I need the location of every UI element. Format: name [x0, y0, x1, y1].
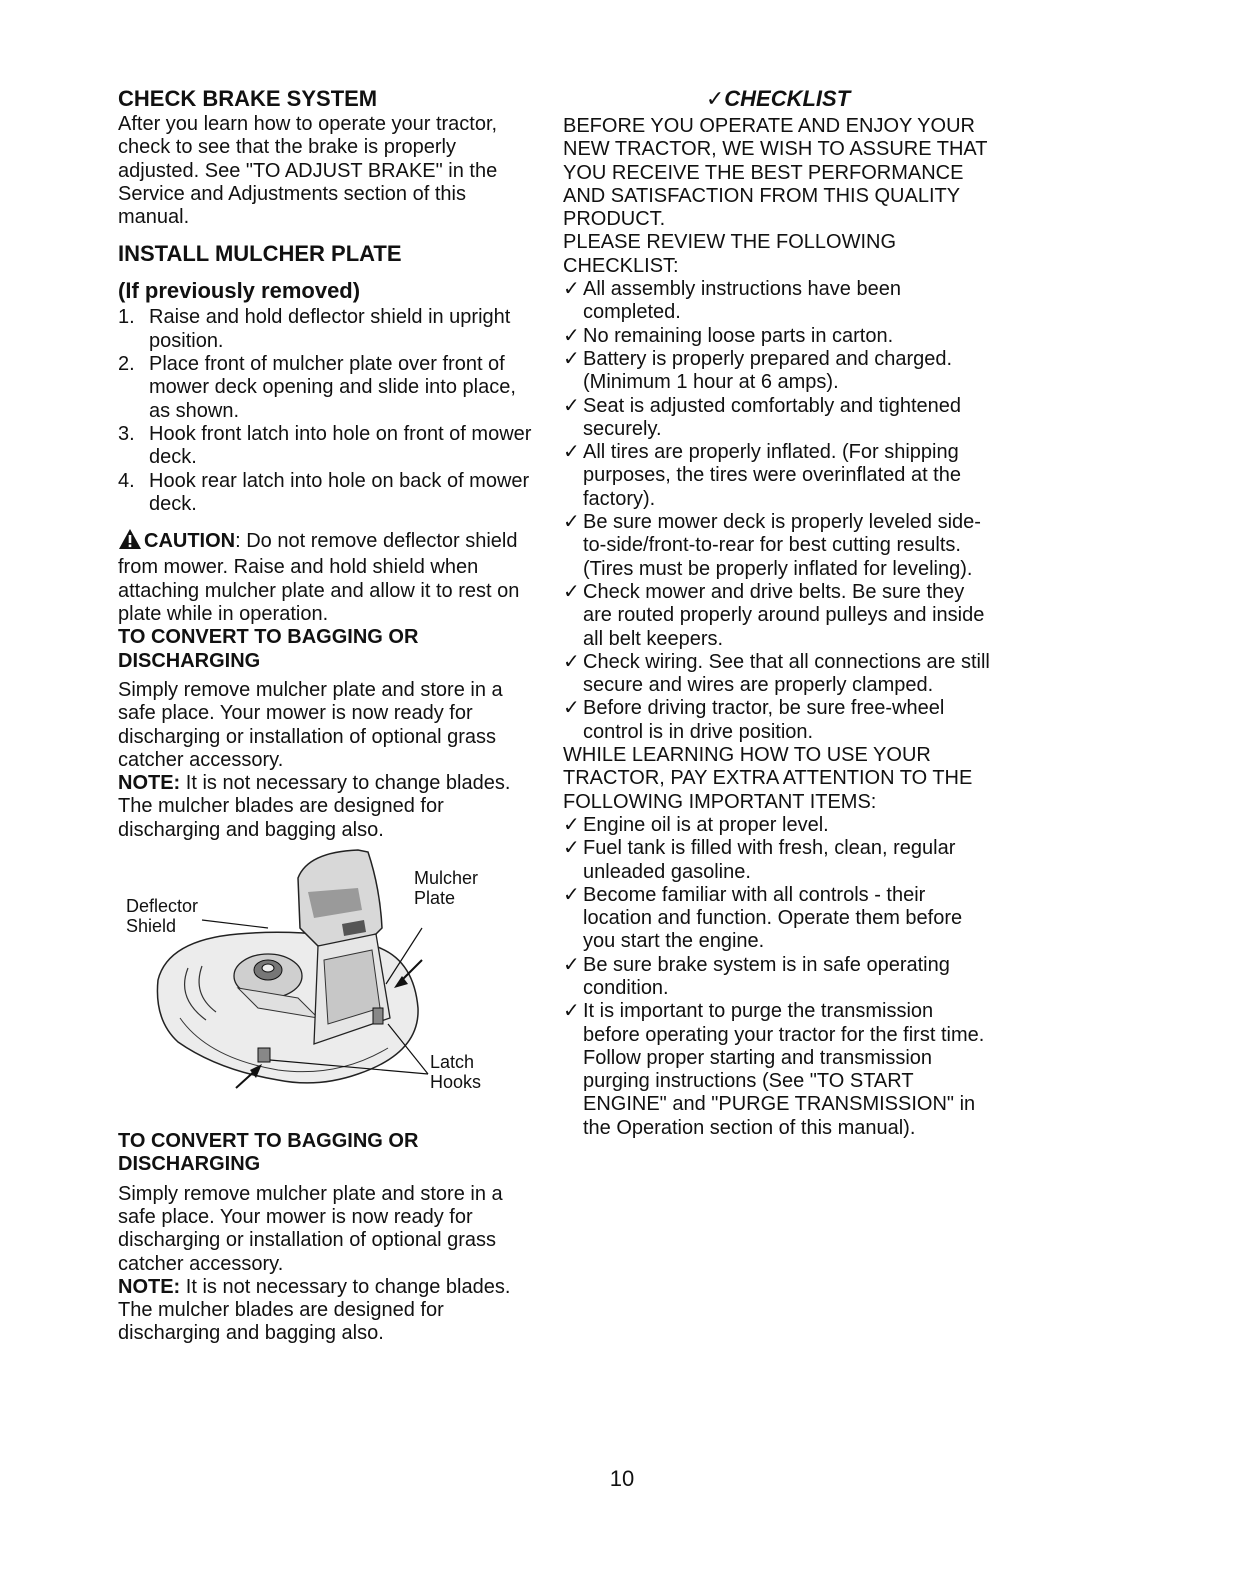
list-item: ✓ Check mower and drive belts. Be sure they are routed properly around pulleys and inside all belt keepers.	[563, 580, 985, 650]
latch-hooks-label: Latch Hooks	[430, 1052, 482, 1093]
brake-body: After you learn how to operate your tractor, check to see that the brake is properly adjusted. See "TO ADJUST BRAKE" in the Service and Adjustments section of this manual.	[118, 113, 498, 229]
list-item: 2. Place front of mulcher plate over front of mower deck opening and slide into place, as shown.	[118, 353, 516, 422]
convert-body-2: Simply remove mulcher plate and store in a safe place. Your mower is now ready for discharging or installation of optional grass catcher accessory.	[118, 1182, 503, 1275]
list-item: ✓ No remaining loose parts in carton.	[563, 324, 894, 347]
list-item: 3. Hook front latch into hole on front of mower deck.	[118, 422, 532, 469]
checkmark-icon: ✓	[563, 813, 580, 836]
list-item: ✓ Check wiring. See that all connections are still secure and wires are properly clamped.	[563, 650, 990, 697]
while-learning: WHILE LEARNING HOW TO USE YOUR TRACTOR, PAY EXTRA ATTENTION TO THE FOLLOWING IMPORTANT ITEMS:	[563, 744, 973, 813]
checklist-intro: BEFORE YOU OPERATE AND ENJOY YOUR NEW TRACTOR, WE WISH TO ASSURE THAT YOU RECEIVE THE BEST PERFORMANCE AND SATISFACTION FROM THIS QUALITY PRODUCT.	[563, 115, 988, 231]
mulcher-heading: INSTALL MULCHER PLATE	[118, 241, 402, 267]
brake-heading: CHECK BRAKE SYSTEM	[118, 86, 378, 111]
checkmark-icon: ✓	[563, 511, 580, 534]
checkmark-icon: ✓	[563, 953, 580, 976]
note-2	[118, 1276, 538, 1346]
mulcher-subheading: (If previously removed)	[118, 278, 361, 304]
checkmark-icon: ✓	[563, 883, 580, 906]
mulcher-plate-label: Mulcher Plate	[414, 868, 479, 909]
list-item: ✓ Before driving tractor, be sure free-wheel control is in drive position.	[563, 697, 945, 743]
page-number: 10	[609, 1466, 635, 1491]
list-item: ✓ It is important to purge the transmission before operating your tractor for the first time. Follow proper starting and transmission purging instructions (See "TO START ENGINE" and "PURGE TRANSMISSION" in the Operation section of this manual).	[563, 1000, 985, 1139]
deflector-shield-label: Deflector Shield	[126, 896, 199, 937]
caution-block	[118, 528, 538, 626]
checkmark-icon: ✓	[563, 1000, 580, 1023]
list-item: ✓ All tires are properly inflated. (For shipping purposes, the tires were overinflated at the factory).	[563, 441, 961, 510]
caution-text: : Do not remove deflector shield from mower. Raise and hold shield when attaching mulcher plate and allow it to rest on plate while in operation.	[118, 530, 520, 626]
checkmark-icon: ✓	[563, 347, 580, 370]
note-text: It is not necessary to change blades. The mulcher blades are designed for discharging and bagging also.	[118, 772, 511, 841]
checkmark-icon: ✓	[563, 441, 580, 464]
list-item: ✓ Engine oil is at proper level.	[563, 813, 829, 836]
mulcher-figure	[118, 848, 538, 1130]
list-item: ✓ Fuel tank is filled with fresh, clean, regular unleaded gasoline.	[563, 837, 956, 883]
note-label: NOTE:	[118, 1275, 181, 1298]
right-column	[563, 82, 993, 1140]
checklist-items-1	[563, 278, 993, 744]
note-text: It is not necessary to change blades. The mulcher blades are designed for discharging and bagging also.	[118, 1275, 511, 1345]
checkmark-icon: ✓	[563, 580, 580, 603]
checklist-title: ✓CHECKLIST	[705, 86, 851, 111]
left-column	[118, 82, 538, 1346]
convert-body-1: Simply remove mulcher plate and store in a safe place. Your mower is now ready for discharging or installation of optional grass catcher accessory.	[118, 678, 503, 771]
warning-triangle-icon	[118, 528, 142, 556]
list-item: ✓ Be sure mower deck is properly leveled side-to-side/front-to-rear for best cutting results. (Tires must be properly inflated for leveling).	[563, 511, 981, 580]
checkmark-icon: ✓	[563, 324, 580, 347]
list-item: ✓ Become familiar with all controls - their location and function. Operate them before you start the engine.	[563, 883, 963, 953]
list-item: 1. Raise and hold deflector shield in upright position.	[118, 306, 511, 352]
convert-heading-1: TO CONVERT TO BAGGING OR DISCHARGING	[118, 626, 419, 672]
mulcher-steps	[118, 306, 538, 516]
checkmark-icon: ✓	[563, 697, 580, 720]
note-label: NOTE:	[118, 772, 181, 795]
note-1	[118, 772, 538, 842]
checklist-items-2	[563, 814, 993, 1140]
checkmark-icon: ✓	[563, 650, 580, 673]
checkmark-icon: ✓	[563, 394, 580, 417]
convert-heading-2: TO CONVERT TO BAGGING OR DISCHARGING	[118, 1130, 419, 1176]
caution-label: CAUTION	[144, 530, 236, 553]
checklist-review: PLEASE REVIEW THE FOLLOWING CHECKLIST:	[563, 231, 897, 277]
list-item: ✓ All assembly instructions have been completed.	[563, 278, 901, 324]
checkmark-icon: ✓	[563, 837, 580, 860]
list-item: ✓ Seat is adjusted comfortably and tightened securely.	[563, 394, 962, 440]
list-item: ✓ Be sure brake system is in safe operating condition.	[563, 953, 950, 999]
checkmark-icon: ✓	[563, 278, 580, 301]
list-item: ✓ Battery is properly prepared and charged. (Minimum 1 hour at 6 amps).	[563, 347, 953, 394]
list-item: 4. Hook rear latch into hole on back of mower deck.	[118, 469, 530, 515]
